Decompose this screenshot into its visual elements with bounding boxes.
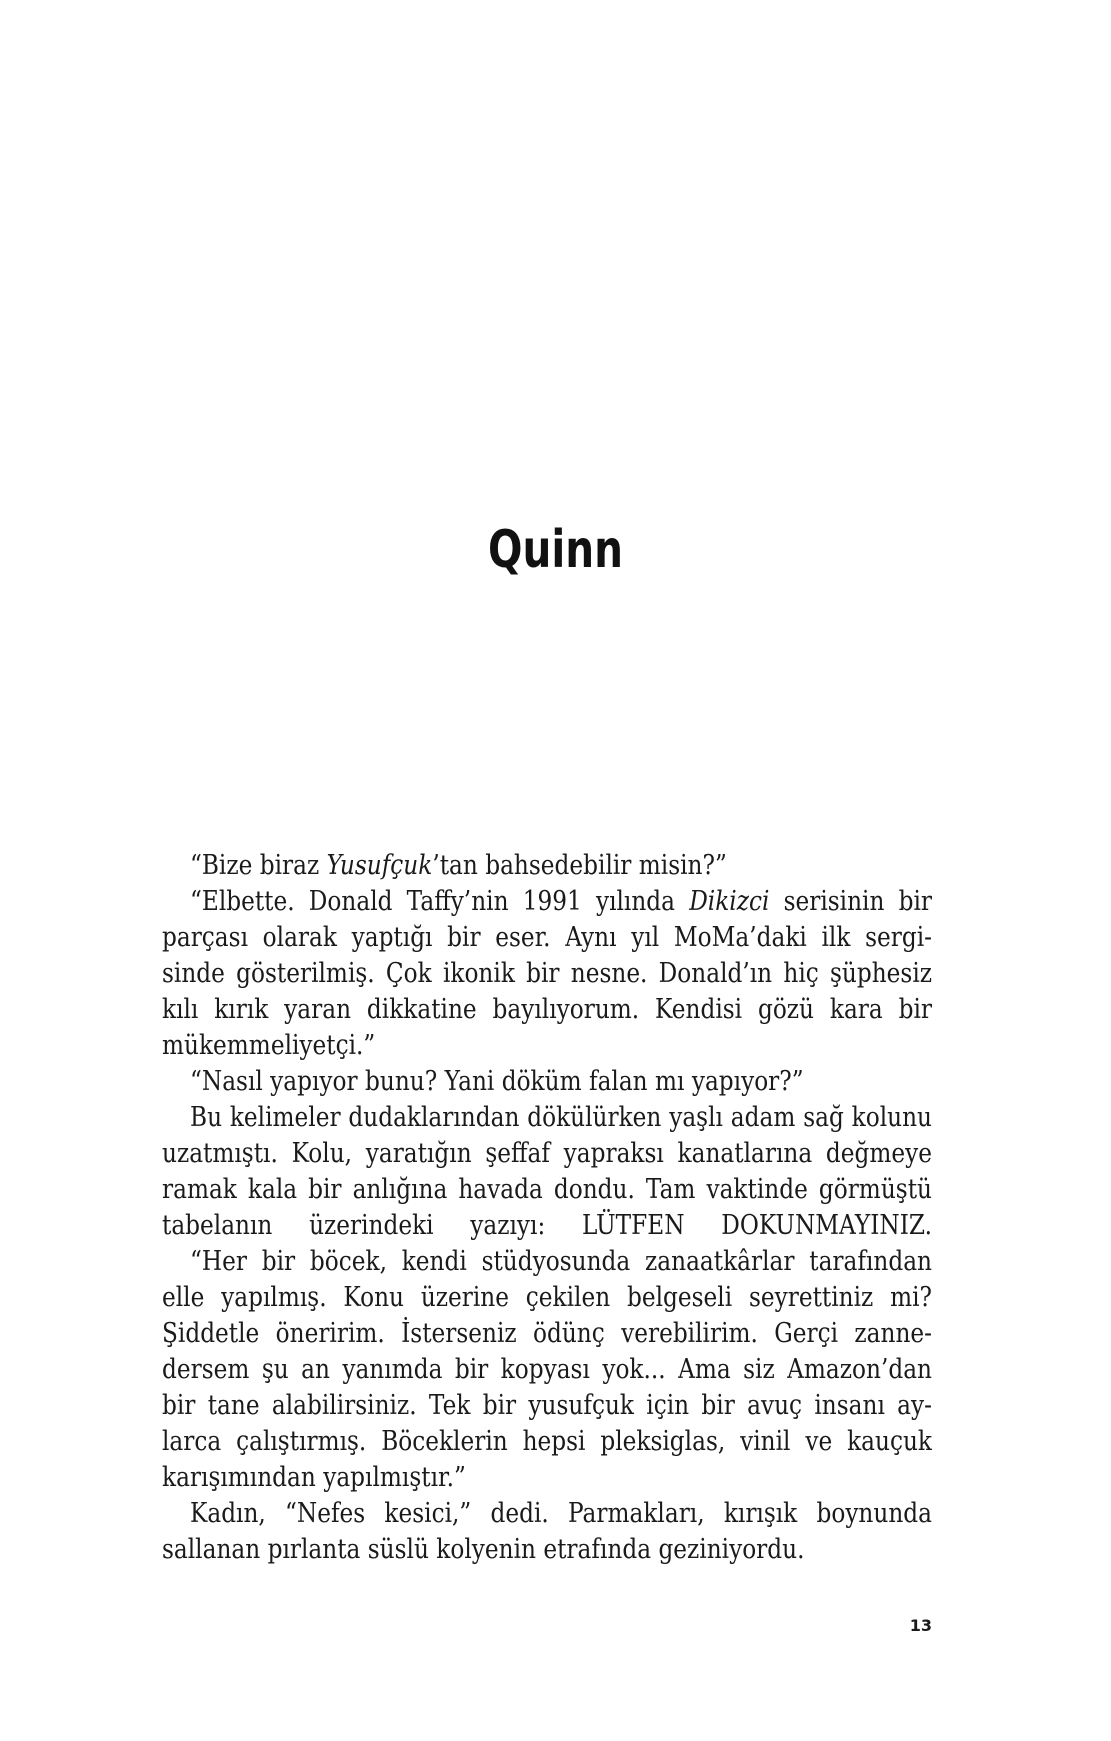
text-line (162, 1064, 932, 1100)
text-line-content: karışımından yapılmıştır.” (162, 1462, 466, 1493)
text-line (162, 1208, 932, 1244)
text-line-content: mükemmeliyetçi.” (162, 1030, 376, 1061)
text-line (162, 956, 932, 992)
text-line-content: tabelanın üzerindeki yazıyı: LÜTFEN DOKUNMAYINIZ. (162, 1210, 932, 1241)
italic-title: Dikizci (689, 886, 770, 917)
text-line (162, 1460, 932, 1496)
text-line-content: sallanan pırlanta süslü kolyenin etrafında geziniyordu. (162, 1534, 805, 1565)
text-line-content: “Nasıl yapıyor bunu? Yani döküm falan mı yapıyor?” (190, 1066, 804, 1097)
text-line (162, 1388, 932, 1424)
page-number: 13 (909, 1616, 932, 1635)
text-line (162, 920, 932, 956)
text-line-content: kılı kırık yaran dikkatine bayılıyorum. Kendisi gözü kara bir (162, 994, 932, 1025)
text-line-content: uzatmıştı. Kolu, yaratığın şeffaf yapraksı kanatlarına değmeye (162, 1138, 932, 1169)
text-line-content: “Elbette. Donald Taffy’nin 1991 yılında Dikizci serisinin bir (190, 886, 932, 917)
text-line-content: “Bize biraz Yusufçuk’tan bahsedebilir misin?” (190, 850, 727, 881)
text-line-content: Kadın, “Nefes kesici,” dedi. Parmakları, kırışık boynunda (190, 1498, 932, 1529)
text-line (162, 1532, 932, 1568)
text-line (162, 1424, 932, 1460)
text-line (162, 1244, 932, 1280)
text-line-content: “Her bir böcek, kendi stüdyosunda zanaatkârlar tarafından (190, 1246, 932, 1277)
text-line (162, 884, 932, 920)
text-line-content: larca çalıştırmış. Böceklerin hepsi pleksiglas, vinil ve kauçuk (162, 1426, 932, 1457)
text-line-content: Bu kelimeler dudaklarından dökülürken yaşlı adam sağ kolunu (190, 1102, 932, 1133)
text-line (162, 1316, 932, 1352)
text-line-content: elle yapılmış. Konu üzerine çekilen belgeseli seyrettiniz mi? (162, 1282, 932, 1313)
text-line (162, 1136, 932, 1172)
text-line (162, 992, 932, 1028)
text-line (162, 1100, 932, 1136)
text-line (162, 1496, 932, 1532)
text-line-content: dersem şu an yanımda bir kopyası yok... Ama siz Amazon’dan (162, 1354, 932, 1385)
text-line-content: sinde gösterilmiş. Çok ikonik bir nesne. Donald’ın hiç şüphesiz (162, 958, 932, 989)
text-line-content: bir tane alabilirsiniz. Tek bir yusufçuk için bir avuç insanı ay- (162, 1390, 932, 1421)
text-line-content: ramak kala bir anlığına havada dondu. Tam vaktinde görmüştü (162, 1174, 932, 1205)
text-line-content: Şiddetle öneririm. İsterseniz ödünç verebilirim. Gerçi zanne- (162, 1318, 932, 1349)
text-line (162, 1352, 932, 1388)
italic-title: Yusufçuk (326, 850, 433, 881)
text-line (162, 848, 932, 884)
body-text (162, 848, 932, 1568)
text-line (162, 1028, 932, 1064)
text-line-content: parçası olarak yaptığı bir eser. Aynı yıl MoMa’daki ilk sergi- (162, 922, 932, 953)
text-line (162, 1172, 932, 1208)
chapter-title: Quinn (487, 520, 624, 580)
text-line (162, 1280, 932, 1316)
